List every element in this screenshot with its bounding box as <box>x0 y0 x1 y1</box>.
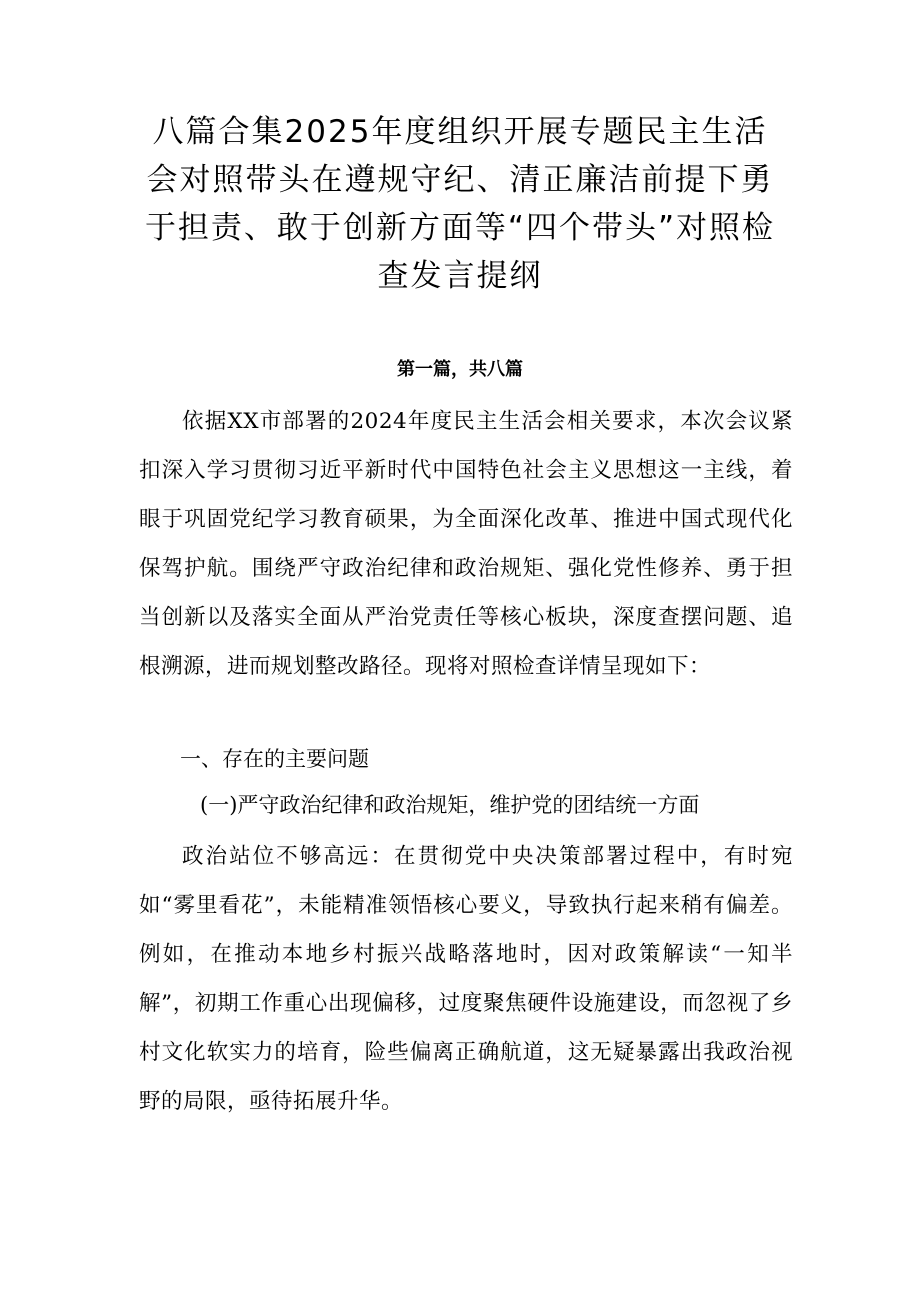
intro-paragraph: 依据XX市部署的2024年度民主生活会相关要求，本次会议紧扣深入学习贯彻习近平新时代中国特色社会主义思想这一主线，着眼于巩固党纪学习教育硕果，为全面深化改革、推进中国式现代化保驾护航。围绕严守政治纪律和政治规矩、强化党性修养、勇于担当创新以及落实全面从严治党责任等核心板块，深度查摆问题、追根溯源，进而规划整改路径。现将对照检查详情呈现如下： <box>139 409 793 679</box>
document-title: 八篇合集2025年度组织开展专题民主生活会对照带头在遵规守纪、清正廉洁前提下勇于担责、敢于创新方面等“四个带头”对照检查发言提纲 <box>144 114 776 294</box>
body-paragraph: 政治站位不够高远：在贯彻党中央决策部署过程中，有时宛如“雾里看花”，未能精准领悟核心要义，导致执行起来稍有偏差。例如，在推动本地乡村振兴战略落地时，因对政策解读“一知半解”，初期工作重心出现偏移，过度聚焦硬件设施建设，而忽视了乡村文化软实力的培育，险些偏离正确航道，这无疑暴露出我政治视野的局限，亟待拓展升华。 <box>139 844 793 1114</box>
document-subtitle: 第一篇，共八篇 <box>397 359 523 380</box>
section-heading: 一、存在的主要问题 <box>180 747 369 771</box>
subsection-heading: (一)严守政治纪律和政治规矩，维护党的团结统一方面 <box>200 793 700 817</box>
